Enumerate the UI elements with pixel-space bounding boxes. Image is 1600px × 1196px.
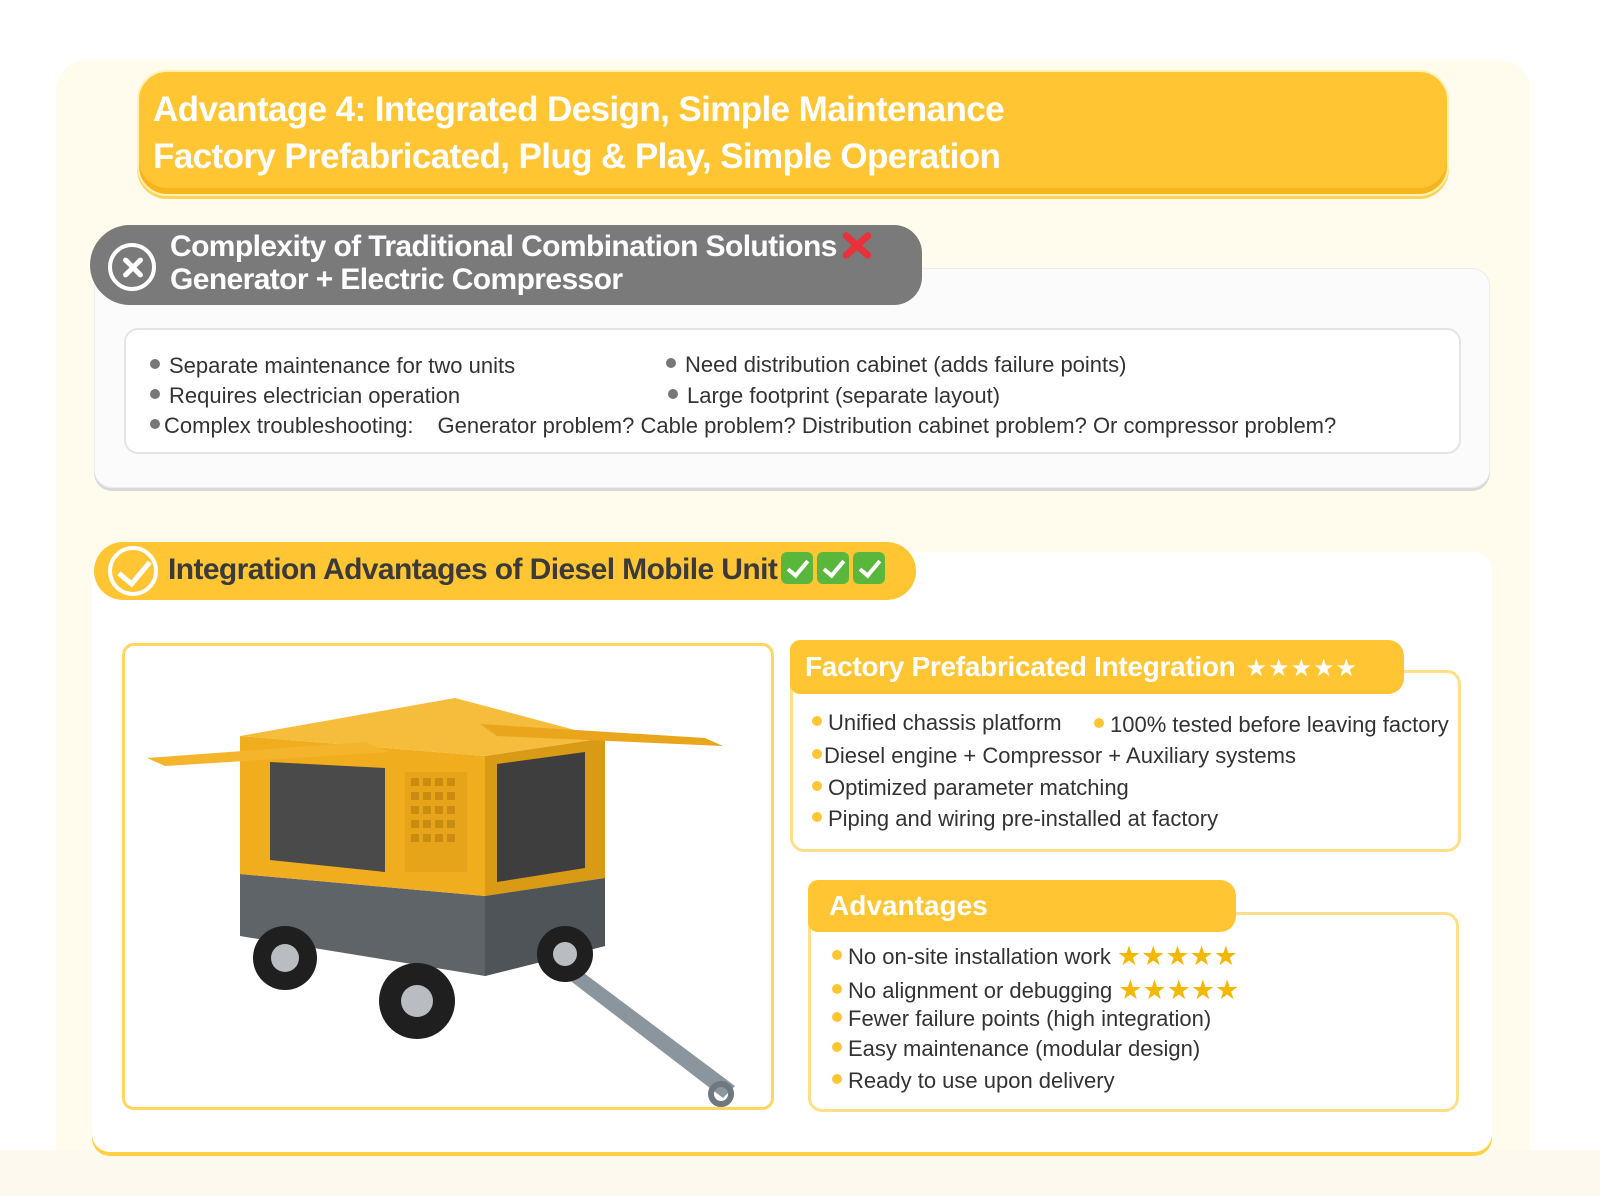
rating-stars-icon: ★★★★★	[1245, 655, 1359, 682]
list-item: No alignment or debugging ★★★★★	[832, 975, 1239, 1006]
list-item: Complex troubleshooting: Generator problem? Cable problem? Distribution cabinet problem? Or compressor problem?	[150, 413, 1336, 439]
bullet-icon	[812, 749, 822, 759]
list-item: Separate maintenance for two units	[150, 353, 515, 379]
banner-title: Advantage 4: Integrated Design, Simple Maintenance	[153, 90, 1005, 129]
green-check-icon	[817, 552, 849, 584]
list-item: Optimized parameter matching	[812, 775, 1129, 801]
list-item: Easy maintenance (modular design)	[832, 1036, 1200, 1062]
bullet-icon	[150, 419, 160, 429]
bullet-icon	[668, 389, 678, 399]
bullet-icon	[832, 984, 842, 994]
diesel-compressor-image	[125, 646, 771, 1107]
traditional-title-line2: Generator + Electric Compressor	[170, 263, 623, 296]
list-item: Unified chassis platform	[812, 710, 1062, 736]
product-photo-frame	[122, 643, 774, 1110]
bullet-icon	[666, 358, 676, 368]
bottom-strip	[0, 1150, 1600, 1196]
list-item: Fewer failure points (high integration)	[832, 1006, 1211, 1032]
advantages-title: Advantages	[829, 890, 988, 921]
bullet-icon	[150, 359, 160, 369]
green-check-icon	[853, 552, 885, 584]
list-item: Diesel engine + Compressor + Auxiliary systems	[812, 743, 1296, 769]
bullet-icon	[150, 389, 160, 399]
bullet-icon	[1094, 718, 1104, 728]
list-item: Large footprint (separate layout)	[668, 383, 1000, 409]
green-check-icon	[781, 552, 813, 584]
list-item: No on-site installation work ★★★★★	[832, 941, 1238, 972]
bullet-icon	[812, 812, 822, 822]
rating-stars-icon: ★★★★★	[1116, 941, 1238, 971]
list-item: Ready to use upon delivery	[832, 1068, 1115, 1094]
factory-integration-title: Factory Prefabricated Integration ★★★★★	[805, 651, 1359, 682]
integration-title: Integration Advantages of Diesel Mobile Unit	[168, 552, 885, 588]
bullet-icon	[832, 950, 842, 960]
list-item: Requires electrician operation	[150, 383, 460, 409]
main-banner	[137, 70, 1449, 196]
circle-x-icon	[108, 243, 156, 291]
bullet-icon	[832, 1012, 842, 1022]
banner-subtitle: Factory Prefabricated, Plug & Play, Simple Operation	[153, 137, 1001, 176]
rating-stars-icon: ★★★★★	[1118, 975, 1240, 1005]
circle-check-icon	[108, 546, 158, 596]
red-cross-icon	[839, 230, 873, 260]
list-item: Need distribution cabinet (adds failure points)	[666, 352, 1126, 378]
traditional-title	[170, 230, 910, 296]
list-item: Piping and wiring pre-installed at factory	[812, 806, 1218, 832]
traditional-title-line1: Complexity of Traditional Combination Solutions	[170, 230, 837, 263]
bullet-icon	[812, 716, 822, 726]
list-item: 100% tested before leaving factory	[1094, 712, 1449, 738]
bullet-icon	[832, 1074, 842, 1084]
bullet-icon	[832, 1042, 842, 1052]
bullet-icon	[812, 781, 822, 791]
